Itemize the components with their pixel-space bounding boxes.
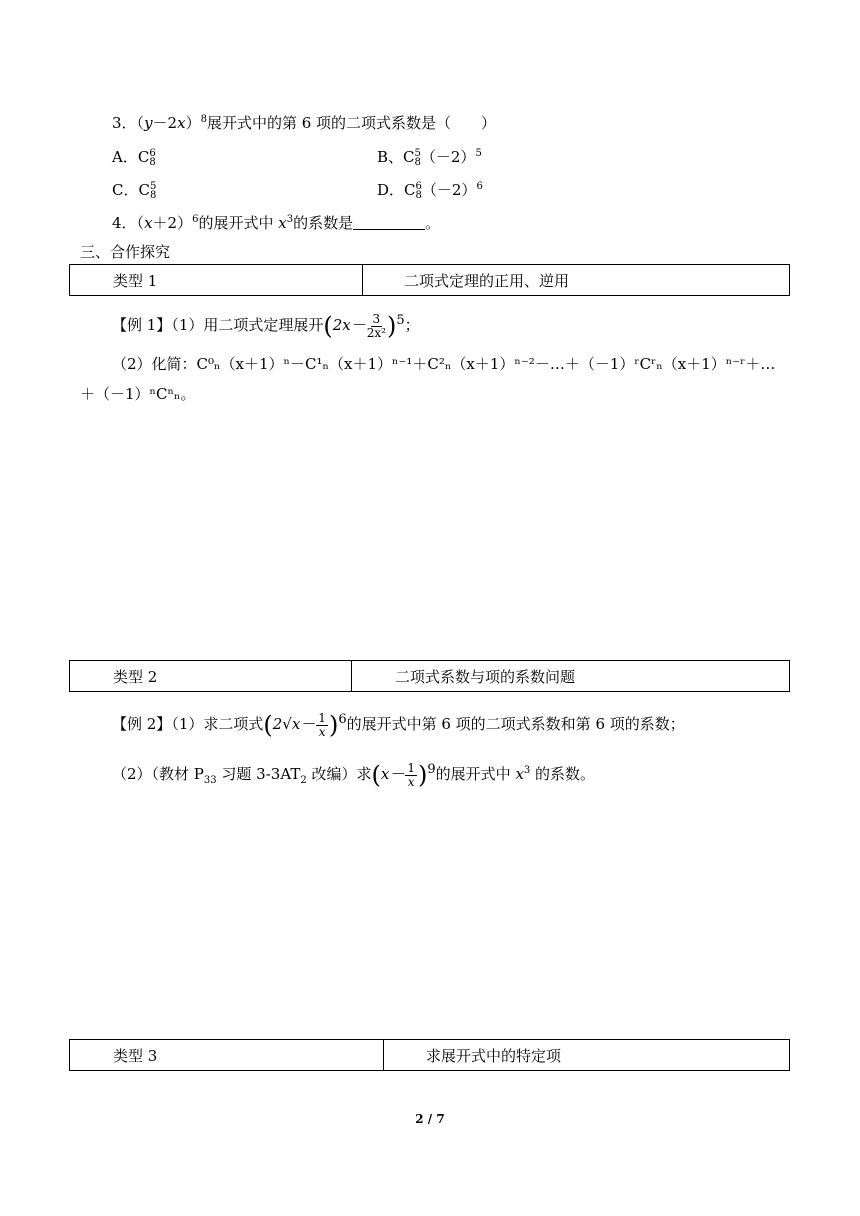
left-paren: ( [263,711,273,739]
right-paren: ) [386,312,397,340]
question-4: 4．$(x+2)^6$的展开式中 $x^3$的系数是 。 [112,214,441,232]
example-1-part-2: （2）化简：C⁰ₙ（x＋1）ⁿ－C¹ₙ（x＋1）ⁿ⁻¹＋C²ₙ（x＋1）ⁿ⁻²－…＋（－1）ʳCʳₙ（x＋1）ⁿ⁻ʳ＋… [112,355,776,373]
option-a: A．C 6 8 [112,148,156,168]
type-1-title: 二项式定理的正用、逆用 [404,271,570,290]
table-divider [383,1040,384,1070]
type-1-label: 类型 1 [113,271,158,290]
right-paren: ) [328,711,339,739]
type-3-table [69,1039,790,1071]
left-paren: ( [371,761,381,789]
page-number: 2 / 7 [415,1112,445,1126]
type-2-table [69,660,790,692]
fraction: $\frac{1}{x}$ [318,710,326,739]
section-heading: 三、合作探究 [80,243,171,261]
example-2-part-2: （2）（教材 $P_{33}$ 习题 $3-3AT_2$ 改编）求(x－ $\frac{1}{x}$ )$^9$的展开式中 $x^3$ 的系数。 [112,760,596,789]
option-c: C．C 5 8 [112,181,157,201]
example-2-part-1: 【例 2】（1）求二项式(2√x－ $\frac{1}{x}$ )$^6$的展开式中第 6 项的二项式系数和第 6 项的系数； [112,710,685,739]
answer-blank[interactable] [353,213,425,230]
type-2-title: 二项式系数与项的系数问题 [395,667,576,686]
table-divider [351,661,352,691]
right-paren: ) [418,761,428,789]
question-3: 3．$(y-2x)^8$展开式中的第 6 项的二项式系数是（ ） [112,114,497,132]
type-3-title: 求展开式中的特定项 [426,1046,562,1065]
type-2-label: 类型 2 [113,667,158,686]
fraction: $\frac{1}{x}$ [407,760,415,789]
table-divider [362,265,363,295]
option-b: B、C 5 8 $(-2)^5$ [377,148,482,168]
example-1-part-1: 【例 1】（1）用二项式定理展开(2x－ $\frac{3}{\text{2x²}}$ )$^5$； [112,311,420,340]
type-3-label: 类型 3 [113,1046,158,1065]
option-d: D．C 6 8 $(-2)^6$ [377,181,483,201]
type-1-table [69,264,790,296]
example-1-part-2-cont: ＋（－1）ⁿCⁿₙ。 [80,385,196,403]
fraction: $\frac{3}{\text{2x²}}$ [366,311,386,340]
left-paren: ( [323,312,333,340]
